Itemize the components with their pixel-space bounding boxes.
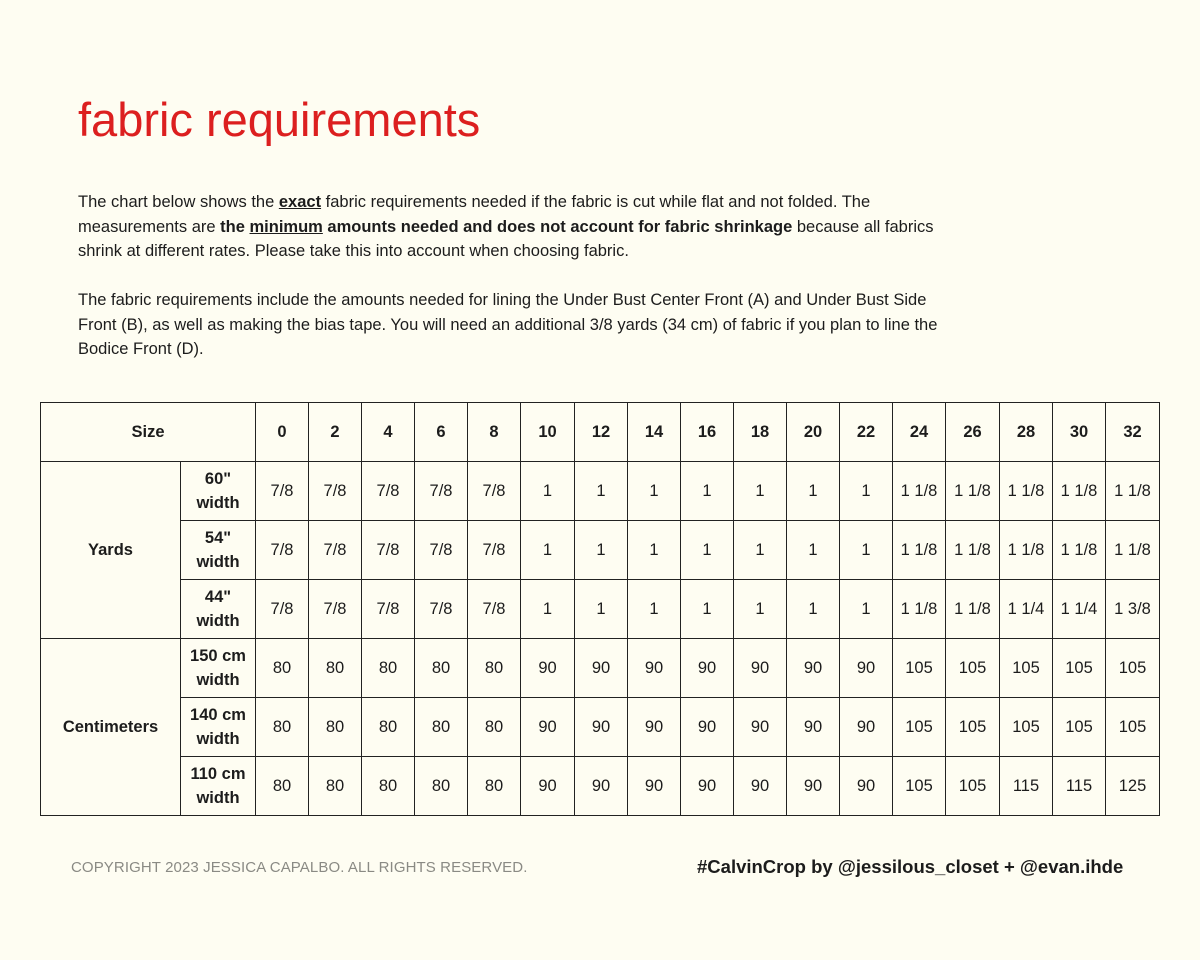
table-cell: 1 1/8 (1000, 521, 1053, 580)
table-cell: 1 (787, 521, 840, 580)
table-cell: 115 (1053, 757, 1106, 816)
table-body (41, 462, 1160, 816)
size-header-label: Size (41, 403, 256, 462)
table-cell: 1 (840, 462, 893, 521)
size-header-0: 0 (256, 403, 309, 462)
size-header-26: 26 (946, 403, 1000, 462)
table-cell: 80 (415, 639, 468, 698)
copyright-notice: COPYRIGHT 2023 JESSICA CAPALBO. ALL RIGHTS RESERVED. (71, 859, 528, 876)
fabric-width-suffix: width (196, 553, 240, 571)
table-cell: 105 (893, 757, 946, 816)
table-cell: 7/8 (309, 521, 362, 580)
table-cell: 1 (734, 521, 787, 580)
table-cell: 1 1/8 (946, 521, 1000, 580)
fabric-width-value: 140 cm (190, 706, 246, 724)
table-row (41, 757, 1160, 816)
intro-text-segment: because all fabrics shrink at different rates. Please take this into account when choosing fabric. (78, 217, 934, 260)
table-cell: 1 (628, 521, 681, 580)
table-cell: 105 (1106, 639, 1160, 698)
table-cell: 80 (415, 757, 468, 816)
table-cell: 1 (521, 462, 575, 521)
fabric-width-value: 44" (204, 588, 232, 606)
table-cell: 80 (362, 639, 415, 698)
fabric-width-label (181, 698, 256, 757)
table-cell: 7/8 (415, 462, 468, 521)
table-cell: 90 (575, 639, 628, 698)
size-header-16: 16 (681, 403, 734, 462)
fabric-width-label (181, 639, 256, 698)
size-header-12: 12 (575, 403, 628, 462)
table-cell: 1 (628, 580, 681, 639)
fabric-width-suffix: width (196, 612, 240, 630)
table-cell: 105 (1000, 698, 1053, 757)
table-cell: 90 (734, 639, 787, 698)
table-cell: 90 (628, 698, 681, 757)
table-cell: 1 (575, 462, 628, 521)
size-header-30: 30 (1053, 403, 1106, 462)
fabric-width-suffix: width (196, 789, 240, 807)
table-cell: 90 (840, 639, 893, 698)
table-cell: 80 (468, 757, 521, 816)
table-cell: 105 (1053, 698, 1106, 757)
table-cell: 1 (681, 462, 734, 521)
table-cell: 105 (893, 698, 946, 757)
table-cell: 80 (415, 698, 468, 757)
table-cell: 1 (628, 462, 681, 521)
table-cell: 80 (256, 639, 309, 698)
table-cell: 1 1/4 (1000, 580, 1053, 639)
fabric-width-value: 150 cm (190, 647, 246, 665)
size-header-10: 10 (521, 403, 575, 462)
table-cell: 7/8 (362, 580, 415, 639)
table-cell: 80 (362, 698, 415, 757)
fabric-width-value: 54" (204, 529, 232, 547)
table-cell: 90 (681, 639, 734, 698)
fabric-requirements-table (40, 402, 1160, 816)
table-cell: 1 1/4 (1053, 580, 1106, 639)
table-cell: 1 (521, 580, 575, 639)
table-cell: 105 (893, 639, 946, 698)
table-cell: 1 1/8 (893, 462, 946, 521)
size-header-4: 4 (362, 403, 415, 462)
intro-text (78, 190, 938, 386)
table-cell: 90 (787, 639, 840, 698)
table-cell: 80 (362, 757, 415, 816)
table-cell: 115 (1000, 757, 1053, 816)
table-cell: 90 (840, 698, 893, 757)
size-header-20: 20 (787, 403, 840, 462)
table-cell: 7/8 (415, 521, 468, 580)
table-cell: 1 1/8 (1106, 521, 1160, 580)
table-cell: 80 (468, 698, 521, 757)
fabric-width-suffix: width (196, 494, 240, 512)
table-cell: 90 (787, 698, 840, 757)
size-header-28: 28 (1000, 403, 1053, 462)
table-row (41, 462, 1160, 521)
table-cell: 1 1/8 (1053, 462, 1106, 521)
size-header-32: 32 (1106, 403, 1160, 462)
table-cell: 7/8 (309, 580, 362, 639)
table-cell: 7/8 (468, 580, 521, 639)
table-cell: 1 (575, 580, 628, 639)
table-cell: 90 (628, 639, 681, 698)
intro-text-segment: The chart below shows the (78, 193, 279, 211)
fabric-width-value: 60" (204, 470, 232, 488)
table-cell: 1 (681, 521, 734, 580)
table-cell: 1 (575, 521, 628, 580)
table-cell: 1 (681, 580, 734, 639)
intro-paragraph-1 (78, 190, 938, 264)
table-cell: 7/8 (362, 521, 415, 580)
table-cell: 80 (256, 698, 309, 757)
fabric-width-label (181, 757, 256, 816)
table-cell: 90 (681, 757, 734, 816)
table-cell: 1 1/8 (946, 580, 1000, 639)
table-cell: 90 (575, 757, 628, 816)
intro-text-segment: fabric requirements needed if the fabric is cut while flat and not folded. The measurements are (78, 193, 871, 236)
table-cell: 1 1/8 (893, 521, 946, 580)
page-title: fabric requirements (78, 93, 481, 146)
table-cell: 105 (946, 639, 1000, 698)
table-row (41, 639, 1160, 698)
table-cell: 1 1/8 (1053, 521, 1106, 580)
size-header-24: 24 (893, 403, 946, 462)
table-cell: 90 (575, 698, 628, 757)
table-cell: 105 (1053, 639, 1106, 698)
table-row (41, 698, 1160, 757)
fabric-width-suffix: width (196, 671, 240, 689)
fabric-width-value: 110 cm (190, 765, 246, 783)
table-cell: 90 (521, 698, 575, 757)
table-cell: 7/8 (468, 521, 521, 580)
table-cell: 90 (734, 698, 787, 757)
fabric-width-label (181, 462, 256, 521)
table-cell: 7/8 (468, 462, 521, 521)
fabric-width-label (181, 580, 256, 639)
table-cell: 1 (840, 580, 893, 639)
emphasis-minimum: minimum (249, 217, 323, 236)
fabric-width-suffix: width (196, 730, 240, 748)
table-cell: 1 (840, 521, 893, 580)
table-cell: 1 (521, 521, 575, 580)
size-header-22: 22 (840, 403, 893, 462)
table-cell: 1 (787, 580, 840, 639)
table-cell: 7/8 (256, 462, 309, 521)
table-cell: 90 (734, 757, 787, 816)
table-cell: 7/8 (362, 462, 415, 521)
table-cell: 80 (309, 757, 362, 816)
table-cell: 90 (681, 698, 734, 757)
table-cell: 105 (1106, 698, 1160, 757)
table-cell: 1 1/8 (1000, 462, 1053, 521)
table-cell: 1 (787, 462, 840, 521)
intro-bold-segment: amounts needed and does not account for fabric shrinkage (322, 217, 793, 236)
table-cell: 1 1/8 (1106, 462, 1160, 521)
pattern-credit: #CalvinCrop by @jessilous_closet + @evan.ihde (697, 856, 1124, 877)
table-cell: 105 (946, 698, 1000, 757)
table-cell: 1 (734, 580, 787, 639)
table-cell: 1 3/8 (1106, 580, 1160, 639)
table-cell: 105 (1000, 639, 1053, 698)
table-cell: 1 1/8 (946, 462, 1000, 521)
intro-paragraph-2: The fabric requirements include the amounts needed for lining the Under Bust Center Front (A) and Under Bust Side Front (B), as well as making the bias tape. You will need an additional 3/8 yards (34 cm) of fabric if you plan to line the Bodice Front (D). (78, 291, 938, 358)
unit-label-yards: Yards (41, 462, 181, 639)
table-cell: 80 (309, 698, 362, 757)
table-cell: 105 (946, 757, 1000, 816)
table-cell: 125 (1106, 757, 1160, 816)
table-cell: 90 (628, 757, 681, 816)
size-header-row (41, 403, 1160, 462)
table-row (41, 521, 1160, 580)
table-cell: 1 1/8 (893, 580, 946, 639)
table-cell: 90 (840, 757, 893, 816)
table-row (41, 580, 1160, 639)
size-header-14: 14 (628, 403, 681, 462)
table-cell: 7/8 (415, 580, 468, 639)
size-header-18: 18 (734, 403, 787, 462)
table-cell: 80 (309, 639, 362, 698)
emphasis-minimum-statement (220, 218, 792, 236)
table-cell: 7/8 (309, 462, 362, 521)
size-header-2: 2 (309, 403, 362, 462)
intro-bold-segment: the (220, 217, 250, 236)
table-cell: 90 (521, 639, 575, 698)
table-cell: 1 (734, 462, 787, 521)
size-header-8: 8 (468, 403, 521, 462)
table-cell: 90 (787, 757, 840, 816)
fabric-width-label (181, 521, 256, 580)
table-cell: 80 (256, 757, 309, 816)
size-header-6: 6 (415, 403, 468, 462)
unit-label-centimeters: Centimeters (41, 639, 181, 816)
table-cell: 80 (468, 639, 521, 698)
table-cell: 7/8 (256, 580, 309, 639)
table-cell: 90 (521, 757, 575, 816)
emphasis-exact: exact (278, 193, 322, 211)
table-cell: 7/8 (256, 521, 309, 580)
